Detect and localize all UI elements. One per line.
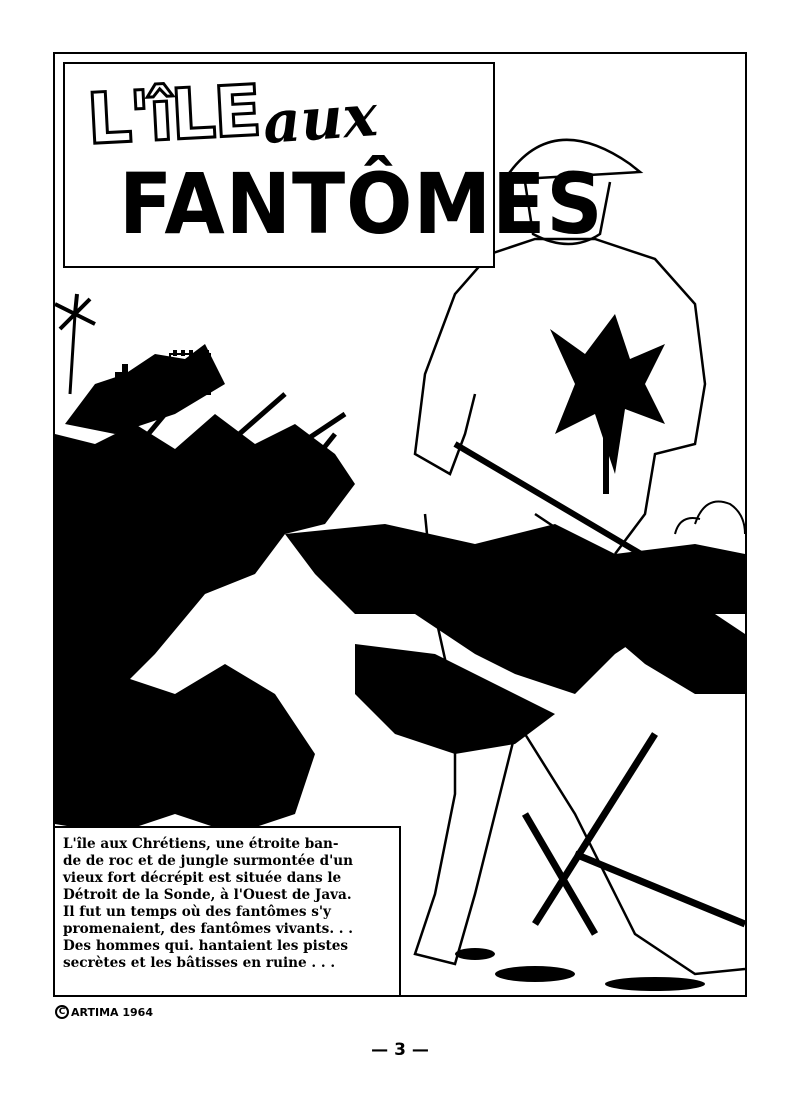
page-number: — 3 — — [371, 1040, 429, 1060]
copyright-icon: C — [55, 1005, 69, 1019]
palm-tree-left — [55, 294, 95, 394]
caption-box — [55, 826, 401, 995]
title-box — [63, 62, 604, 268]
copyright-notice — [55, 1005, 153, 1019]
title-line1 — [84, 69, 381, 161]
title-part2: aux — [261, 81, 381, 157]
title-part1: L'îLE — [84, 69, 262, 161]
comic-panel — [53, 52, 747, 997]
smoke-cloud — [675, 502, 745, 535]
caption-text: L'île aux Chrétiens, une étroite ban- de de roc et de jungle surmontée d'un vieux fort décrépit est située dans le Détroit de la Sonde, à l'Ouest de Java. Il fut un temps où des fantômes s'y promenaient, des fantômes vivants. . . Des hommes qui. hantaient les pistes secrètes et les bâtisses en ruine . . . — [63, 836, 354, 971]
title-part3: FANTÔMES — [119, 156, 604, 254]
barbed-wire-posts — [525, 734, 745, 934]
palm-silhouette — [550, 314, 665, 494]
ruined-fort — [65, 344, 225, 434]
copyright-text: ARTIMA 1964 — [71, 1005, 153, 1019]
jungle-debris — [55, 414, 745, 834]
